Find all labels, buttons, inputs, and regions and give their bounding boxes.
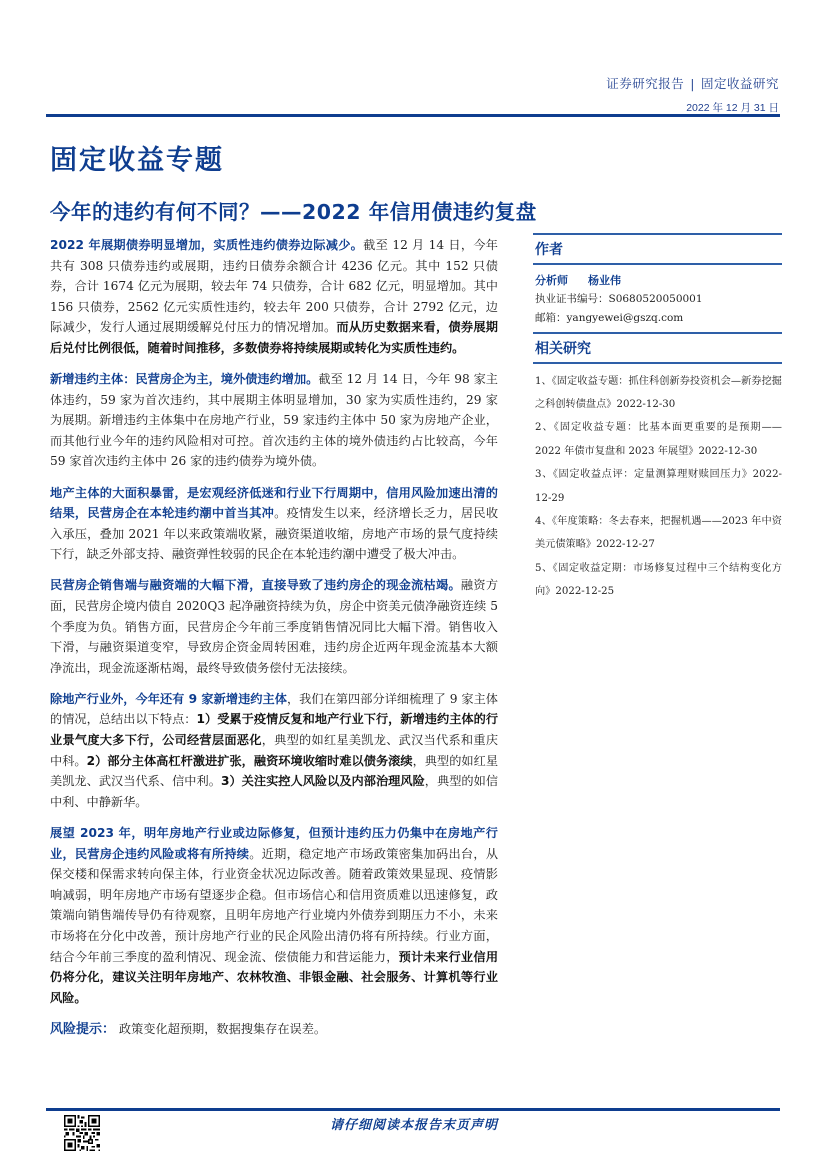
paragraph-text: ，典型的如红星美凯龙、武汉当代系和重庆中科。 [50,733,499,768]
paragraph-bold-tail: 预计未来行业信用仍将分化，建议关注明年房地产、农林牧渔、非银金融、社会服务、计算机等行业风险。 [50,949,499,1005]
summary-paragraph [50,689,498,813]
summary-paragraph [50,235,498,359]
paragraph-lead: 民营房企销售端与融资端的大幅下滑，直接导致了违约房企的现金流枯竭。 [50,578,461,593]
header-separator: | [690,76,695,91]
disclaimer-note: 请仔细阅读本报告末页声明 [330,1118,499,1133]
related-research-item[interactable]: 4、《年度策略：冬去春来，把握机遇——2023 年中资美元债策略》2022-12-27 [535,515,782,551]
related-research-item[interactable]: 1、《固定收益专题：抓住科创新券投资机会—新券挖掘之科创转债盘点》2022-12-30 [535,375,782,410]
document-title: 今年的违约有何不同？——2022 年信用债违约复盘 [50,200,537,224]
risk-text: 政策变化超预期，数据搜集存在误差。 [118,1021,327,1036]
paragraph-text: ，典型的如红星美凯龙、武汉当代系、信中利。 [50,753,499,789]
summary-column [50,235,498,1051]
paragraph-point-2: 2）部分主体高杠杆激进扩张，融资环境收缩时难以债务滚续 [86,753,413,768]
risk-label: 风险提示： [50,1021,116,1037]
related-research-item[interactable]: 5、《固定收益定期：市场修复过程中三个结构变化方向》2022-12-25 [535,562,782,598]
paragraph-lead: 新增违约主体：民营房企为主，境外债违约增加。 [50,372,319,387]
paragraph-lead: 展望 2023 年，明年房地产行业或边际修复，但预计违约压力仍集中在房地产行业，民营房企违约风险或将有所持续 [50,825,498,861]
summary-paragraph [50,369,498,472]
paragraph-point-3: 3）关注实控人风险以及内部治理风险 [220,774,425,789]
sidebar [533,233,782,604]
summary-paragraph [50,483,498,565]
paragraph-lead: 地产主体的大面积暴雷，是宏观经济低迷和行业下行周期中，信用风险加速出清的结果，民营房企在本轮违约潮中首当其冲 [50,485,498,521]
report-date: 2022 年 12 月 31 日 [686,102,779,114]
report-type: 证券研究报告 [606,76,685,91]
license-number: 执业证书编号：S0680520050001 [535,292,703,305]
report-category: 固定收益研究 [700,76,779,91]
paragraph-text: ，典型的如信中利、中静新华。 [50,774,499,809]
paragraph-body: 。疫情发生以来，经济增长乏力，居民收入承压，叠加 2021 年以来政策端收紧，融资渠道收缩，房地产市场的景气度持续下行，缺乏外部支持、融资弹性较弱的民企在本轮违约潮中遭受了极大冲击。 [50,506,499,562]
author-heading: 作者 [535,242,563,258]
analyst-role: 分析师 [535,273,568,287]
risk-warning [50,1019,498,1041]
paragraph-lead: 2022 年展期债券明显增加，实质性违约债券边际减少。 [50,238,364,252]
related-research-heading: 相关研究 [535,340,591,357]
analyst-line [535,271,782,290]
paragraph-text: ，我们在第四部分详细梳理了 9 家主体的情况，总结出以下特点： [50,691,498,727]
summary-paragraph [50,575,498,678]
author-email[interactable]: 邮箱：yangyewei@gszq.com [535,311,684,324]
summary-paragraph [50,823,498,1008]
paragraph-body: 。近期，稳定地产市场政策密集加码出台，从保交楼和保需求转向保主体，行业资金状况边际改善。随着政策效果显现、疫情影响减弱，明年房地产市场有望逐步企稳。但市场信心和信用资质难以迅速修复，政策端向销售端传导仍有待观察，且明年房地产行业境内外债券到期压力不小，未来市场将在分化中改善，预计房地产行业的民企风险出清仍将有所持续。行业方面，结合今年前三季度的盈利情况、现金流、偿债能力和营运能力， [50,846,499,964]
footer-rule [46,1108,780,1111]
report-header [606,74,779,115]
paragraph-body: 截至 12 月 14 日，今年 98 家主体违约，59 家为首次违约，其中展期主体明显增加，30 家为实质性违约，29 家为展期。新增违约主体集中在房地产行业，59 家违约主体中 50 家为房地产企业，而其他行业今年的违约风险相对可控。首次违约主体的境外债违约占比较高，今年 59 家首次违约主体中 26 家的违约债券为境外债。 [50,372,498,469]
analyst-name: 杨业伟 [588,273,621,287]
paragraph-body: 融资方面，民营房企境内债自 2020Q3 起净融资持续为负，房企中资美元债净融资连续 5 个季度为负。销售方面，民营房企今年前三季度销售情况同比大幅下滑。销售收入下滑，与融资渠道变窄，导致房企资金周转困难，违约房企近两年现金流基本大额净流出，现金流逐渐枯竭，最终导致债务偿付无法接续。 [50,578,499,675]
author-info [533,265,782,332]
qr-code-icon [64,1115,100,1151]
paragraph-bold-tail: 而从历史数据来看，债券展期后兑付比例很低，随着时间推移，多数债券将持续展期或转化为实质性违约。 [50,320,498,355]
related-research-list [533,364,782,604]
paragraph-lead: 除地产行业外，今年还有 9 家新增违约主体 [50,691,287,706]
document-type: 固定收益专题 [50,145,224,176]
paragraph-body: 截至 12 月 14 日，今年共有 308 只债券违约或展期，违约日债券余额合计 4236 亿元。其中 152 只债券，合计 1674 亿元为展期，较去年 74 只债券，合计 682 亿元，明显增加。其中 156 只债券，2562 亿元实质性违约，较去年 200 只债券，合计 2792 亿元，边际减少，发行人通过展期缓解兑付压力的情况增加。 [50,238,498,335]
related-research-item[interactable]: 3、《固定收益点评：定量测算理财赎回压力》2022-12-29 [535,469,782,504]
report-category-line [606,74,779,92]
related-research-item[interactable]: 2、《固定收益专题：比基本面更重要的是预期——2022 年债市复盘和 2023 年展望》2022-12-30 [535,422,782,457]
paragraph-point-1: 1）受累于疫情反复和地产行业下行，新增违约主体的行业景气度大多下行，公司经营层面恶化 [50,712,499,748]
header-rule [46,114,780,117]
